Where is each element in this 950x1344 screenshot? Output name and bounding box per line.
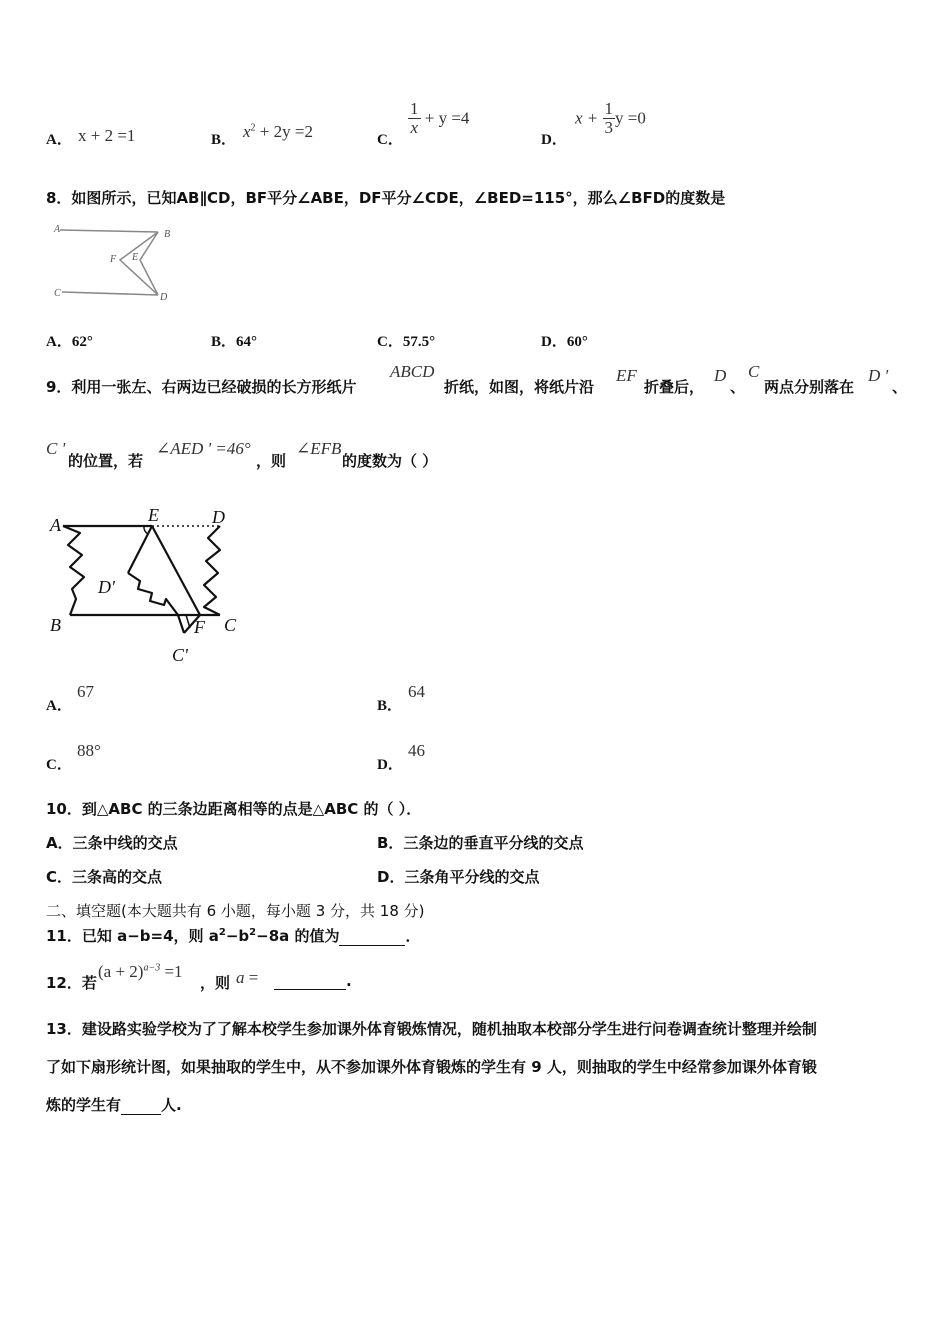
q7-option-a-expr: x + 2 =1 <box>78 126 136 145</box>
q8-label-c: C <box>54 288 61 299</box>
q8-label-e: E <box>132 252 139 263</box>
q9-options <box>0 680 950 773</box>
q9-label-b: B <box>50 615 61 635</box>
q11-answer-blank[interactable] <box>339 927 405 946</box>
q9-m-c: C <box>748 362 760 381</box>
q9-t5: 两点分别落在 <box>764 378 855 396</box>
q7-option-d-label: D． <box>541 132 567 148</box>
q7-option-b-expr <box>243 122 313 142</box>
q9-label-f: F <box>194 617 205 637</box>
q9-fold-ef <box>152 526 200 615</box>
q8-option-d: D．60° <box>541 334 588 350</box>
q8-line-ab <box>60 230 158 232</box>
q9-option-b-label: B． <box>377 698 403 714</box>
q8-line-cd <box>62 292 158 295</box>
q9-m-cprime: C ' <box>46 439 66 458</box>
q9-right-torn-edge <box>204 526 220 615</box>
q7-b-rest: + 2y =2 <box>255 122 313 141</box>
q12-question <box>46 958 446 994</box>
q9-t7: 的位置，若 <box>68 452 144 470</box>
q9-t3: 折叠后， <box>644 378 705 396</box>
q7-option-d-expr <box>575 100 646 137</box>
q7-c-den: x <box>410 117 419 137</box>
q12-var-expr <box>236 968 258 988</box>
section-2-heading: 二、填空题(本大题共有 6 小题，每小题 3 分，共 18 分) <box>46 902 425 920</box>
q12-eq2: = <box>244 968 259 987</box>
q9-label-dprime: D' <box>98 577 115 597</box>
q8-label-f: F <box>110 254 117 265</box>
q12-eq: =1 <box>160 962 183 981</box>
q7-option-c-label: C． <box>377 132 403 148</box>
q7-c-num: 1 <box>410 99 419 118</box>
q9-m-ef: EF <box>616 366 637 385</box>
q12-expr <box>98 962 183 982</box>
q7-option-a-label: A． <box>46 132 72 148</box>
q9-folded-torn-edge <box>128 573 184 633</box>
q7-option-b-label: B． <box>211 132 237 148</box>
q9-m-angle-aed: ∠AED ' =46° <box>156 439 251 458</box>
q9-option-a-value: 67 <box>77 682 94 701</box>
q12-pre: 12．若 <box>46 974 97 992</box>
q8-option-b: B．64° <box>211 334 258 350</box>
q13-line-3: 炼的学生有 人. <box>46 1096 182 1114</box>
q12-answer-blank[interactable] <box>274 972 346 990</box>
q9-angle-arc <box>144 526 148 534</box>
q8-path-bed <box>140 232 158 295</box>
q9-option-c-value: 88° <box>77 741 101 760</box>
q7-option-c-expr <box>408 100 469 137</box>
q9-t8: ，则 <box>256 452 287 470</box>
q9-label-cprime: C' <box>172 645 188 665</box>
q12-mid: ，则 <box>200 974 231 992</box>
q10-option-b: B．三条边的垂直平分线的交点 <box>377 834 584 852</box>
q11-question: 11．已知 a−b=4，则 $a^2-b^2-8a$ 的值为 ． <box>46 927 421 945</box>
q7-d-rest: y =0 <box>615 108 646 128</box>
q10-question-text: 10．到△ABC 的三条边距离相等的点是△ABC 的（ ）． <box>46 800 422 818</box>
q8-figure <box>50 220 200 310</box>
q7-options <box>0 100 950 160</box>
q8-question-text: 8．如图所示，已知AB∥CD，BF平分∠ABE，DF平分∠CDE，∠BED=115°，那么∠BFD的度数是 <box>46 189 726 207</box>
q9-m-abcd: ABCD <box>390 362 435 381</box>
q7-d-num: 1 <box>604 99 614 118</box>
q9-t9: 的度数为（ ） <box>342 452 438 470</box>
q8-label-a: A <box>54 224 61 235</box>
q9-option-d-value: 46 <box>408 741 425 760</box>
q10-option-a: A．三条中线的交点 <box>46 834 178 852</box>
q10-option-c: C．三条高的交点 <box>46 868 163 886</box>
q9-option-a-label: A． <box>46 698 72 714</box>
q9-t6: 、 <box>892 378 908 396</box>
q9-option-c-label: C． <box>46 757 72 773</box>
q7-c-rest: + y =4 <box>420 108 470 128</box>
q9-question-line1 <box>46 360 916 400</box>
q8-option-a: A．62° <box>46 334 93 350</box>
q9-m-dprime: D ' <box>868 366 889 385</box>
q9-tick <box>186 615 190 628</box>
q9-label-e: E <box>148 505 159 525</box>
q13-line-2: 了如下扇形统计图，如果抽取的学生中，从不参加课外体育锻炼的学生有 9 人，则抽取的学生中经常参加课外体育锻 <box>46 1058 817 1076</box>
q13-answer-blank[interactable] <box>121 1096 161 1115</box>
q8-option-c: C．57.5° <box>377 334 436 350</box>
q13-line-1: 13．建设路实验学校为了了解本校学生参加课外体育锻炼情况，随机抽取本校部分学生进行问卷调查统计整理并绘制 <box>46 1020 817 1038</box>
q7-b-var: x <box>243 122 251 141</box>
q7-b-sup: 2 <box>250 122 256 134</box>
q9-m-angle-efb: ∠EFB <box>296 439 342 458</box>
q9-option-d-label: D． <box>377 757 403 773</box>
q7-d-pre: x + <box>575 108 603 128</box>
q8-label-d: D <box>160 292 168 303</box>
q9-label-c: C <box>224 615 237 635</box>
q8-label-b: B <box>164 229 171 240</box>
q9-label-a: A <box>50 515 61 535</box>
q9-question-line2 <box>46 435 746 475</box>
q8-options <box>0 330 950 350</box>
q9-t2: 折纸，如图，将纸片沿 <box>444 378 595 396</box>
q9-edge-edprime <box>128 526 152 573</box>
q7-d-den: 3 <box>604 117 614 137</box>
q9-figure <box>48 503 248 668</box>
q9-t1: 9．利用一张左、右两边已经破损的长方形纸片 <box>46 378 357 396</box>
q9-m-d: D <box>714 366 727 385</box>
q9-left-torn-edge <box>63 526 84 615</box>
q12-end: . <box>346 972 352 990</box>
q12-base: (a + 2) <box>98 962 144 981</box>
q9-t4: 、 <box>730 378 746 396</box>
q10-option-d: D．三条角平分线的交点 <box>377 868 540 886</box>
q12-var: a <box>236 968 245 987</box>
q9-option-b-value: 64 <box>408 682 425 701</box>
q9-label-d: D <box>212 507 225 527</box>
q12-exp: a−3 <box>143 962 161 974</box>
